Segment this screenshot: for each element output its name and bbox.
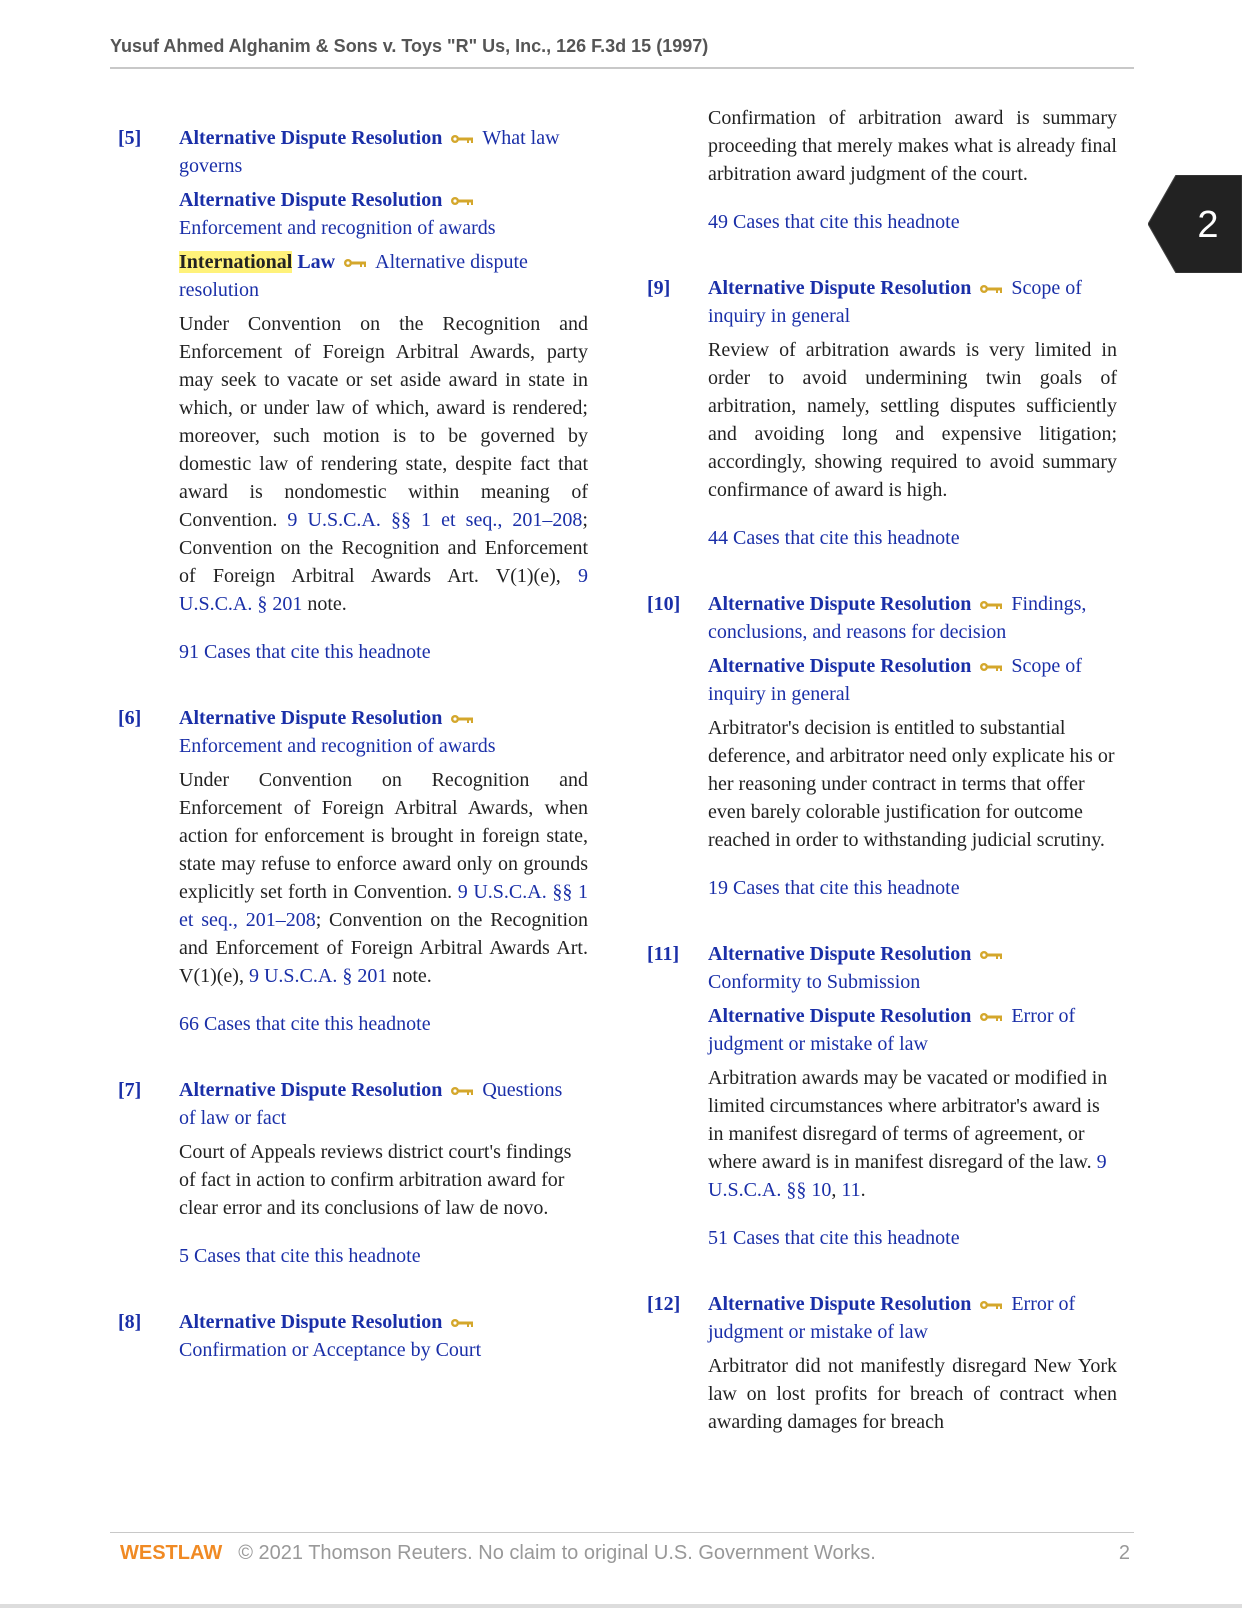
citing-cases-link[interactable]: 91 Cases that cite this headnote <box>179 641 431 663</box>
topic-line[interactable]: International Law Alternative dispute resolution <box>179 251 528 301</box>
headnote-number[interactable]: [7] <box>118 1079 142 1101</box>
bottom-edge <box>0 1604 1242 1608</box>
headnote-12 <box>647 1290 1117 1436</box>
headnote-11 <box>647 940 1117 1252</box>
headnote-text: Arbitrator's decision is entitled to substantial deference, and arbitrator need only explicate his or her reasoning under contract in terms that offer even barely colorable justification for outcome reached in order to withstanding judicial scrutiny. <box>708 717 1115 851</box>
key-icon <box>343 258 367 268</box>
headnote-text: Court of Appeals reviews district court's findings of fact in action to confirm arbitration award for clear error and its conclusions of law de novo. <box>179 1141 572 1219</box>
topic-line[interactable]: Alternative Dispute Resolution Enforcement and recognition of awards <box>179 707 496 757</box>
page-tab <box>1148 175 1242 273</box>
headnote-8 <box>118 1308 588 1364</box>
headnote-text: Review of arbitration awards is very limited in order to avoid undermining twin goals of arbitration, namely, settling disputes sufficiently and avoiding long and expensive litigation; accordingly, showing required to avoid summary confirmance of award is high. <box>708 339 1117 501</box>
key-icon <box>450 1318 474 1328</box>
statute-link[interactable]: 9 U.S.C.A. §§ 1 et seq., 201–208 <box>179 881 588 931</box>
headnote-10 <box>647 590 1117 902</box>
headnote-text: Under Convention on Recognition and Enforcement of Foreign Arbitral Awards, when action for enforcement is brought in foreign state, state may refuse to enforce award only on grounds explicitly set forth in Convention. 9 U.S.C.A. §§ 1 et seq., 201–208; Convention on the Recognition and Enforcement of Foreign Arbitral Awards Art. V(1)(e), 9 U.S.C.A. § 201 note. <box>179 769 588 987</box>
key-icon <box>979 284 1003 294</box>
footer <box>120 1538 1130 1568</box>
headnote-8-continued <box>647 104 1117 236</box>
headnote-number[interactable]: [10] <box>647 593 681 615</box>
citing-cases-link[interactable]: 49 Cases that cite this headnote <box>708 211 960 233</box>
headnote-5 <box>118 124 588 666</box>
headnote-number[interactable]: [8] <box>118 1311 142 1333</box>
statute-link[interactable]: 9 U.S.C.A. §§ 1 et seq., 201–208 <box>287 509 583 531</box>
westlaw-logo: WESTLAW <box>120 1542 223 1564</box>
citing-cases-link[interactable]: 51 Cases that cite this headnote <box>708 1227 960 1249</box>
copyright-text: © 2021 Thomson Reuters. No claim to original U.S. Government Works. <box>238 1542 876 1564</box>
headnote-9 <box>647 274 1117 552</box>
headnote-7 <box>118 1076 588 1270</box>
citing-cases-link[interactable]: 5 Cases that cite this headnote <box>179 1245 421 1267</box>
key-icon <box>450 1086 474 1096</box>
headnote-number[interactable]: [9] <box>647 277 671 299</box>
statute-link[interactable]: 9 U.S.C.A. § 201 <box>248 965 388 987</box>
key-icon <box>450 134 474 144</box>
topic-line[interactable]: Alternative Dispute Resolution Error of judgment or mistake of law <box>708 1293 1076 1343</box>
left-column <box>118 104 588 1370</box>
topic-line[interactable]: Alternative Dispute Resolution Confirmation or Acceptance by Court <box>179 1311 482 1361</box>
citing-cases-link[interactable]: 19 Cases that cite this headnote <box>708 877 960 899</box>
key-icon <box>979 1012 1003 1022</box>
page-tab-number: 2 <box>1197 204 1219 246</box>
key-icon <box>979 950 1003 960</box>
statute-link[interactable]: 9 U.S.C.A. § 201 <box>179 565 588 615</box>
right-column <box>647 104 1117 1436</box>
key-icon <box>979 600 1003 610</box>
key-icon <box>979 662 1003 672</box>
headnote-text: Arbitration awards may be vacated or modified in limited circumstances where arbitrator's award is in manifest disregard of terms of agreement, or where award is in manifest disregard of the law. 9 U.S.C.A. §§ 10, 11. <box>708 1067 1108 1201</box>
topic-line[interactable]: Alternative Dispute Resolution Findings, conclusions, and reasons for decision <box>708 593 1087 643</box>
headnote-number[interactable]: [11] <box>647 943 680 965</box>
citing-cases-link[interactable]: 66 Cases that cite this headnote <box>179 1013 431 1035</box>
topic-line[interactable]: Alternative Dispute Resolution Scope of inquiry in general <box>708 277 1082 327</box>
key-icon <box>979 1300 1003 1310</box>
topic-line[interactable]: Alternative Dispute Resolution Questions of law or fact <box>179 1079 563 1129</box>
headnote-text: Under Convention on the Recognition and Enforcement of Foreign Arbitral Awards, party may seek to vacate or set aside award in state in which, or under law of which, award is rendered; moreover, such motion is to be governed by domestic law of rendering state, despite fact that award is nondomestic within meaning of Convention. 9 U.S.C.A. §§ 1 et seq., 201–208; Convention on the Recognition and Enforcement of Foreign Arbitral Awards Art. V(1)(e), 9 U.S.C.A. § 201 note. <box>179 313 588 615</box>
document-title: Yusuf Ahmed Alghanim & Sons v. Toys "R" Us, Inc., 126 F.3d 15 (1997) <box>110 36 709 56</box>
footer-divider <box>110 1532 1134 1533</box>
key-icon <box>450 714 474 724</box>
statute-link[interactable]: 9 U.S.C.A. §§ 10 <box>708 1151 1107 1201</box>
headnote-number[interactable]: [12] <box>647 1293 681 1315</box>
topic-line[interactable]: Alternative Dispute Resolution Error of judgment or mistake of law <box>708 1005 1076 1055</box>
headnote-text: Arbitrator did not manifestly disregard New York law on lost profits for breach of contract when awarding damages for breach <box>708 1355 1117 1433</box>
headnote-6 <box>118 704 588 1038</box>
headnote-text: Confirmation of arbitration award is summary proceeding that merely makes what is already final arbitration award judgment of the court. <box>708 107 1117 185</box>
topic-line[interactable]: Alternative Dispute Resolution Conformity to Submission <box>708 940 1078 996</box>
topic-line[interactable]: Alternative Dispute Resolution Enforcement and recognition of awards <box>179 189 496 239</box>
citing-cases-link[interactable]: 44 Cases that cite this headnote <box>708 527 960 549</box>
search-highlight: International <box>179 251 293 273</box>
topic-line[interactable]: Alternative Dispute Resolution Scope of inquiry in general <box>708 655 1082 705</box>
key-icon <box>450 196 474 206</box>
header-divider <box>110 67 1134 69</box>
statute-link[interactable]: 11 <box>841 1179 861 1201</box>
headnote-number[interactable]: [5] <box>118 127 142 149</box>
page-number: 2 <box>1118 1542 1130 1564</box>
topic-line[interactable]: Alternative Dispute Resolution What law governs <box>179 127 560 177</box>
headnote-number[interactable]: [6] <box>118 707 142 729</box>
